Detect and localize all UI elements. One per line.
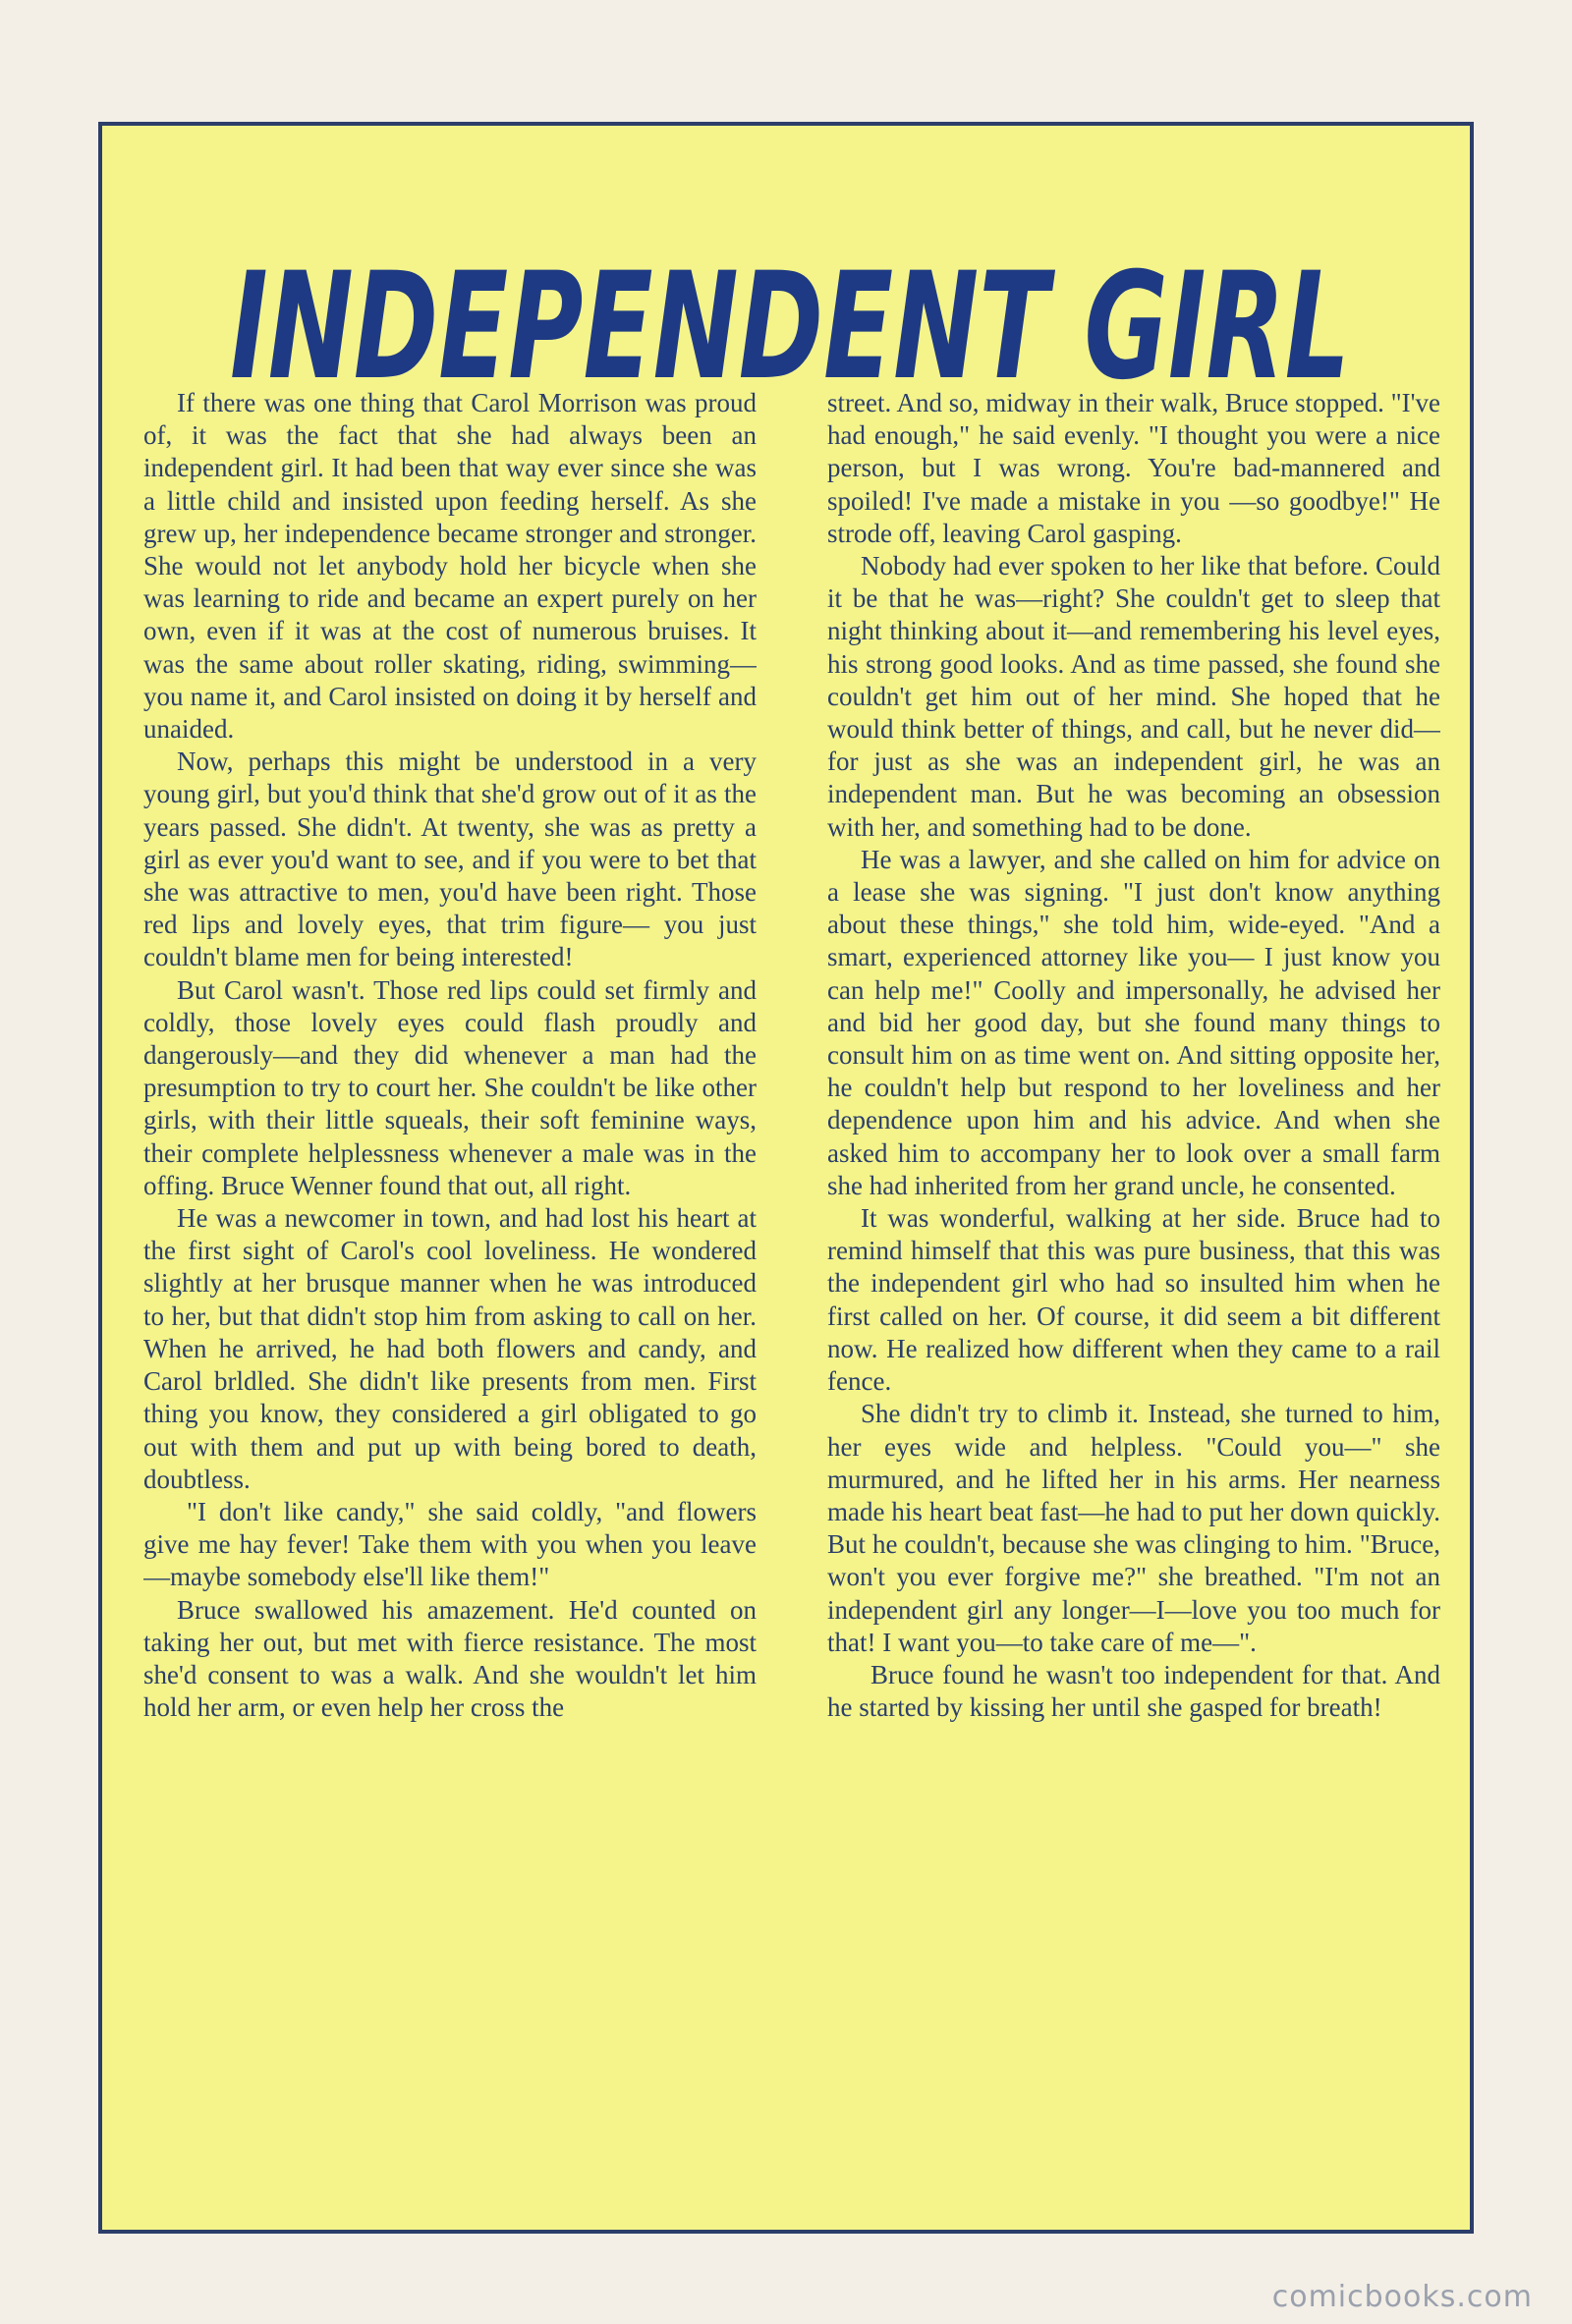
paragraph: If there was one thing that Carol Morrison was proud of, it was the fact that she had always been an independent girl. It had been that way ever since she was a little child and insisted upon feeding herself. As she grew up, her independence became stronger and stronger. She would not let anybody hold her bicycle when she was learning to ride and became an expert purely on her own, even if it was at the cost of numerous bruises. It was the same about roller skating, riding, swimming— you name it, and Carol insisted on doing it by herself and unaided.: [143, 388, 757, 745]
paragraph: He was a newcomer in town, and had lost his heart at the first sight of Carol's cool loveliness. He wondered slightly at her brusque manner when he was introduced to her, but that didn't stop him from asking to call on her. When he arrived, he had both flowers and candy, and Carol brldled. She didn't like presents from men. First thing you know, they considered a girl obligated to go out with them and put up with being bored to death, doubtless.: [143, 1203, 757, 1494]
paragraph: "I don't like candy," she said coldly, "and flowers give me hay fever! Take them with you when you leave—maybe somebody else'll like them!": [143, 1496, 757, 1592]
site-watermark: comicbooks.com: [1271, 2280, 1533, 2314]
paragraph: Bruce swallowed his amazement. He'd counted on taking her out, but met with fierce resistance. The most she'd consent to was a walk. And she wouldn't let him hold her arm, or even help her cross the: [143, 1594, 757, 1723]
paragraph: Nobody had ever spoken to her like that before. Could it be that he was—right? She couldn't get to sleep that night thinking about it—and remembering his level eyes, his strong good looks. And as time passed, she found she couldn't get him out of her mind. She hoped that he would think better of things, and call, but he never did—for just as she was an independent girl, he was an independent man. But he was becoming an obsession with her, and something had to be done.: [827, 551, 1440, 842]
paragraph: But Carol wasn't. Those red lips could set firmly and coldly, those lovely eyes could flash proudly and dangerously—and they did whenever a man had the presumption to try to court her. She couldn't be like other girls, with their little squeals, their soft feminine ways, their complete helplessness whenever a male was in the offing. Bruce Wenner found that out, all right.: [143, 974, 757, 1200]
title-text: INDEPENDENT GIRL: [230, 242, 1350, 413]
left-column: [143, 387, 757, 2218]
paragraph: Now, perhaps this might be understood in a very young girl, but you'd think that she'd grow out of it as the years passed. She didn't. At twenty, she was as pretty a girl as ever you'd want to see, and if you were to bet that she was attractive to men, you'd have been right. Those red lips and lovely eyes, that trim figure— you just couldn't blame men for being interested!: [143, 747, 757, 972]
paragraph: Bruce found he wasn't too independent for that. And he started by kissing her until she gasped for breath!: [827, 1659, 1440, 1723]
right-column: [827, 387, 1440, 2218]
paragraph: She didn't try to climb it. Instead, she turned to him, her eyes wide and helpless. "Could you—" she murmured, and he lifted her in his arms. Her nearness made his heart beat fast—he had to put her down quickly. But he couldn't, because she was clinging to him. "Bruce, won't you ever forgive me?" she breathed. "I'm not an independent girl any longer—I—love you too much for that! I want you—to take care of me—".: [827, 1399, 1440, 1657]
paragraph: It was wonderful, walking at her side. Bruce had to remind himself that this was pure business, that this was the independent girl who had so insulted him when he first called on her. Of course, it did seem a bit different now. He realized how different when they came to a rail fence.: [827, 1203, 1440, 1397]
story-panel: [98, 122, 1474, 2234]
paragraph: street. And so, midway in their walk, Bruce stopped. "I've had enough," he said evenly. "I thought you were a nice person, but I was wrong. You're bad-mannered and spoiled! I've made a mistake in you —so goodbye!" He strode off, leaving Carol gasping.: [827, 388, 1440, 548]
paragraph: He was a lawyer, and she called on him for advice on a lease she was signing. "I just don't know anything about these things," she told him, wide-eyed. "And a smart, experienced attorney like you— I just know you can help me!" Coolly and impersonally, he advised her and bid her good day, but she found many things to consult him on as time went on. And sitting opposite her, he couldn't help but respond to her loveliness and her dependence upon him and his advice. And when she asked him to accompany her to look over a small farm she had inherited from her grand uncle, he consented.: [827, 844, 1440, 1200]
